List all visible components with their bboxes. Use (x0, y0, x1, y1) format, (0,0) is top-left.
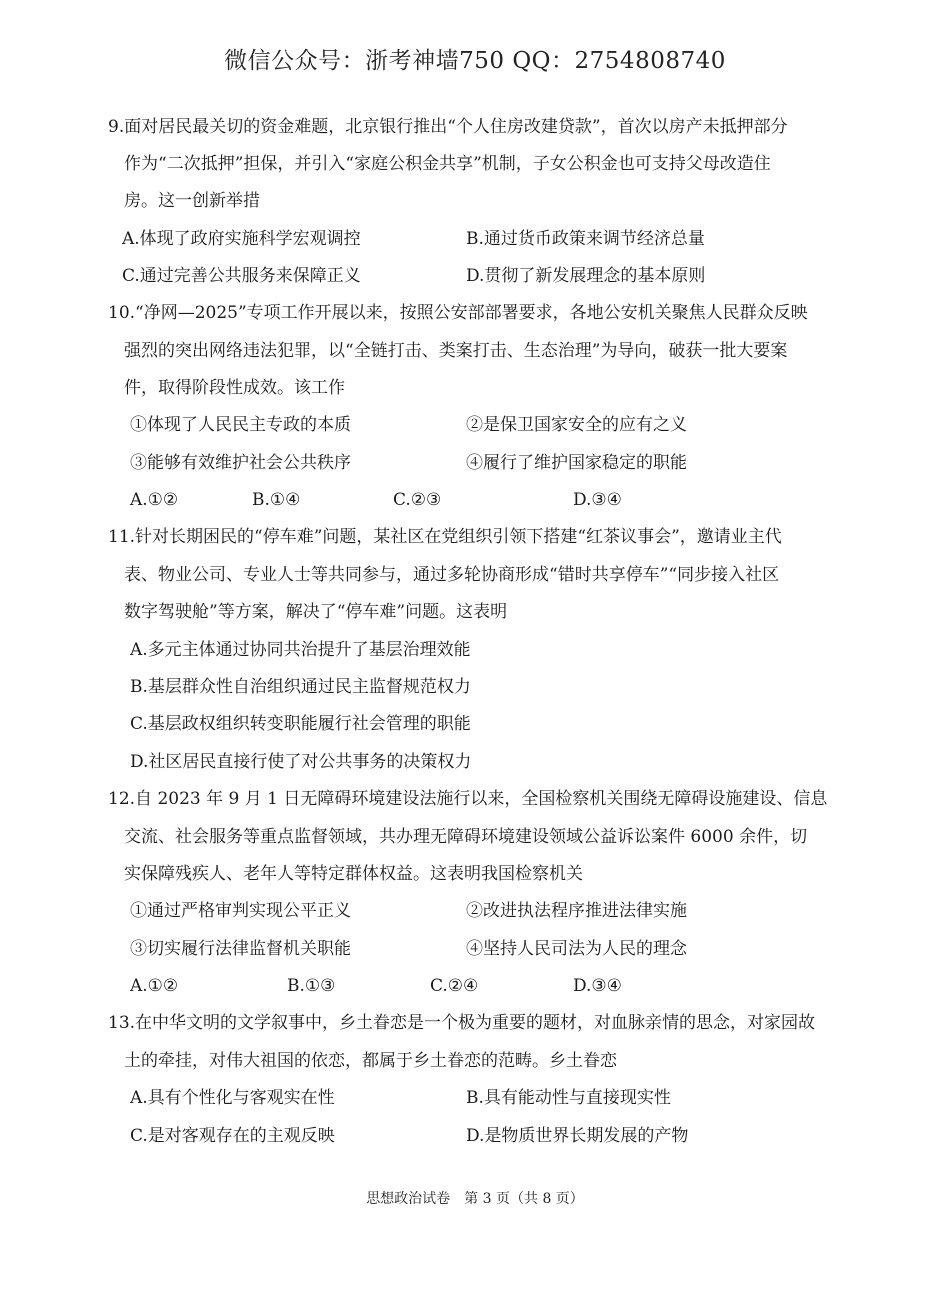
q11-option-d: D.社区居民直接行使了对公共事务的决策权力 (130, 752, 472, 772)
q11-stem-line-3: 数字驾驶舱”等方案，解决了“停车难”问题。这表明 (124, 602, 508, 622)
q10-stem-line-2: 强烈的突出网络违法犯罪，以“全链打击、类案打击、生态治理”为导向，破获一批大要案 (124, 341, 788, 361)
q12-statement-3: ③切实履行法律监督机关职能 (130, 939, 351, 959)
q9-option-d: D.贯彻了新发展理念的基本原则 (466, 266, 706, 286)
q11-stem-line-2: 表、物业公司、专业人士等共同参与，通过多轮协商形成“错时共享停车”“同步接入社区 (124, 565, 780, 585)
q10-statement-3: ③能够有效维护社会公共秩序 (130, 453, 351, 473)
q13-stem-line-1: 13.在中华文明的文学叙事中，乡土眷恋是一个极为重要的题材，对血脉亲情的思念，对家园故 (108, 1013, 816, 1033)
q12-statement-1: ①通过严格审判实现公平正义 (130, 901, 351, 921)
q10-statement-2: ②是保卫国家安全的应有之义 (466, 415, 687, 435)
q10-statement-4: ④履行了维护国家稳定的职能 (466, 453, 687, 473)
q12-option-b: B.①③ (287, 976, 336, 996)
q12-stem-line-3: 实保障残疾人、老年人等特定群体权益。这表明我国检察机关 (124, 864, 583, 884)
q10-statement-1: ①体现了人民民主专政的本质 (130, 415, 351, 435)
q13-option-c: C.是对客观存在的主观反映 (130, 1126, 335, 1146)
q12-statement-4: ④坚持人民司法为人民的理念 (466, 939, 687, 959)
q10-option-a: A.①② (130, 490, 179, 510)
q12-statement-2: ②改进执法程序推进法律实施 (466, 901, 687, 921)
q11-option-a: A.多元主体通过协同共治提升了基层治理效能 (130, 640, 471, 660)
q12-option-a: A.①② (130, 976, 179, 996)
q10-option-b: B.①④ (252, 490, 301, 510)
q13-option-a: A.具有个性化与客观实在性 (130, 1088, 335, 1108)
q13-stem-line-2: 土的牵挂，对伟大祖国的依恋，都属于乡土眷恋的范畴。乡土眷恋 (124, 1051, 617, 1071)
q11-stem-line-1: 11.针对长期困民的“停车难”问题，某社区在党组织引领下搭建“红茶议事会”，邀请业主代 (108, 527, 782, 547)
q9-stem-line-2: 作为“二次抵押”担保，并引入“家庭公积金共享”机制，子女公积金也可支持父母改造住 (124, 154, 771, 174)
q9-option-a: A.体现了政府实施科学宏观调控 (122, 229, 361, 249)
page-header-watermark: 微信公众号：浙考神墙750 QQ：2754808740 (224, 48, 726, 74)
q11-option-c: C.基层政权组织转变职能履行社会管理的职能 (130, 714, 471, 734)
q9-stem-line-3: 房。这一创新举措 (124, 191, 260, 211)
q11-option-b: B.基层群众性自治组织通过民主监督规范权力 (130, 677, 471, 697)
q12-option-c: C.②④ (430, 976, 479, 996)
q10-stem-line-3: 件，取得阶段性成效。该工作 (124, 378, 345, 398)
q12-option-d: D.③④ (573, 976, 622, 996)
q10-option-c: C.②③ (393, 490, 442, 510)
q10-stem-line-1: 10.“净网—2025”专项工作开展以来，按照公安部部署要求，各地公安机关聚焦人民群众反映 (108, 303, 808, 323)
q13-option-b: B.具有能动性与直接现实性 (466, 1088, 671, 1108)
q9-stem-line-1: 9.面对居民最关切的资金难题，北京银行推出“个人住房改建贷款”，首次以房产未抵押部分 (108, 117, 788, 137)
q9-option-b: B.通过货币政策来调节经济总量 (466, 229, 705, 249)
q9-option-c: C.通过完善公共服务来保障正义 (122, 266, 361, 286)
q13-option-d: D.是物质世界长期发展的产物 (466, 1126, 689, 1146)
page-footer: 思想政治试卷 第 3 页（共 8 页） (366, 1191, 584, 1207)
q12-stem-line-1: 12.自 2023 年 9 月 1 日无障碍环境建设法施行以来，全国检察机关围绕无障碍设施建设、信息 (108, 789, 828, 809)
q12-stem-line-2: 交流、社会服务等重点监督领域，共办理无障碍环境建设领域公益诉讼案件 6000 余件，切 (124, 827, 808, 847)
q10-option-d: D.③④ (573, 490, 622, 510)
